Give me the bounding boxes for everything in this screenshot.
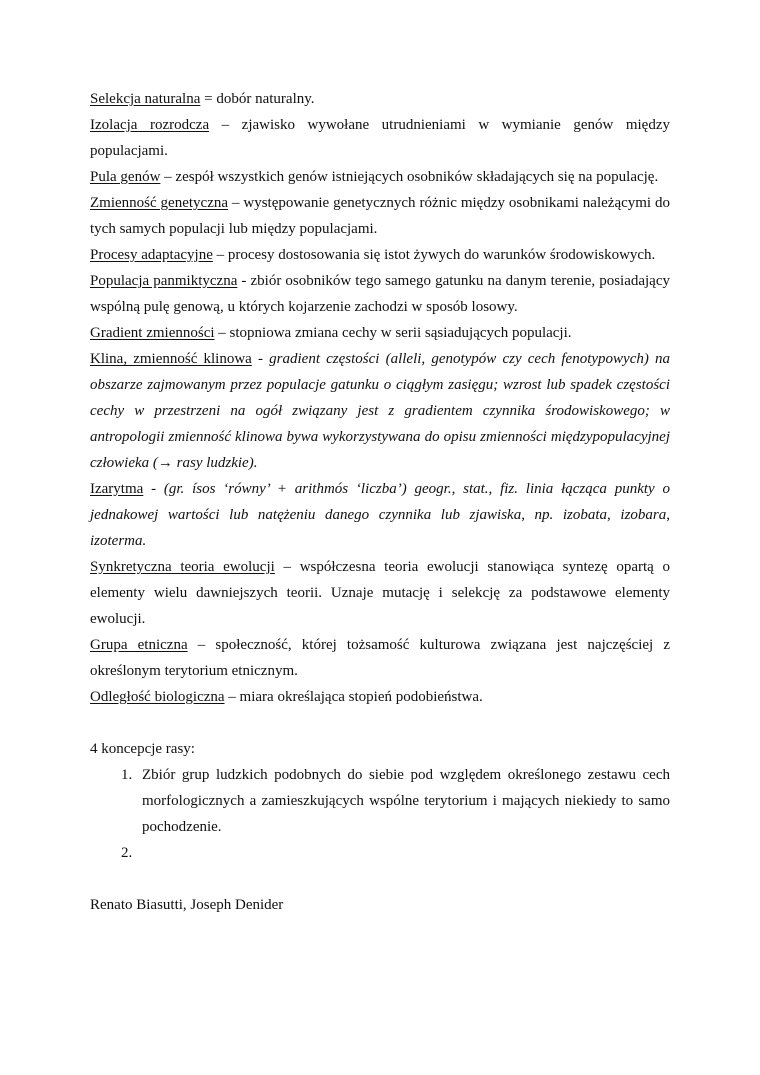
glossary-term: Grupa etniczna — [90, 637, 188, 653]
authors: Renato Biasutti, Joseph Denider — [90, 897, 284, 913]
glossary-definition: procesy dostosowania się istot żywych do warunków środowiskowych. — [227, 247, 656, 263]
glossary-entry — [90, 346, 670, 476]
concept-item: 1. Zbiór grup ludzkich podobnych do siebie pod względem określonego zestawu cech morfologicznych a zamieszkujących wspólne terytorium i mających niekiedy to samo pochodzenie. — [136, 762, 670, 840]
glossary-separator: = — [200, 91, 217, 107]
glossary-entry — [90, 112, 670, 164]
glossary-separator: – — [209, 117, 242, 133]
glossary-term: Gradient zmienności — [90, 325, 215, 341]
glossary-definition: stopniowa zmiana cechy w serii sąsiadujących populacji. — [229, 325, 572, 341]
glossary-definition: gradient częstości (alleli, genotypów czy cech fenotypowych) na obszarze zajmowanym przez populacje gatunku o ciągłym zasięgu; wzrost lub spadek częstości cechy w przestrzeni na ogół związany jest z gradientem czynnika środowiskowego; w antropologii zmienność klinowa bywa wykorzystywana do opisu zmienności międzypopulacyjnej człowieka (→ rasy ludzkie). — [90, 351, 671, 471]
glossary-term: Pula genów — [90, 169, 161, 185]
glossary-term: Selekcja naturalna — [90, 91, 201, 107]
glossary-separator: – — [160, 169, 176, 185]
glossary-separator: - — [251, 351, 270, 367]
document-body — [90, 86, 670, 918]
concepts-heading: 4 koncepcje rasy: — [90, 741, 195, 757]
glossary-definition: miara określająca stopień podobieństwa. — [239, 689, 483, 705]
glossary-entry — [90, 632, 670, 684]
concept-item — [136, 840, 670, 866]
glossary-definition: zjawisko wywołane utrudnieniami w wymianie genów między populacjami. — [90, 117, 671, 159]
glossary-entry — [90, 190, 670, 242]
glossary-term: Zmienność genetyczna — [90, 195, 229, 211]
glossary-entry — [90, 320, 670, 346]
concepts-list — [90, 762, 670, 866]
glossary-term: Izarytma — [90, 481, 144, 497]
glossary-separator: - — [143, 481, 164, 497]
spacer — [90, 866, 670, 892]
glossary-definition: zespół wszystkich genów istniejących osobników składających się na populację. — [175, 169, 659, 185]
glossary-entry — [90, 554, 670, 632]
glossary-separator: – — [228, 195, 244, 211]
glossary-definition: (gr. ísos ‘równy’ + arithmós ‘liczba’) geogr., stat., fiz. linia łącząca punkty o jednakowej wartości lub natężeniu danego czynnika lub zjawiska, np. izobata, izobara, izoterma. — [90, 481, 670, 549]
spacer — [90, 710, 670, 736]
glossary-definition: dobór naturalny. — [216, 91, 315, 107]
glossary — [90, 86, 670, 710]
glossary-separator: - — [237, 273, 251, 289]
glossary-entry — [90, 268, 670, 320]
glossary-term: Synkretyczna teoria ewolucji — [90, 559, 275, 575]
glossary-definition: zbiór osobników tego samego gatunku na danym terenie, posiadający wspólną pulę genową, u których kojarzenie zachodzi w sposób losowy. — [90, 273, 671, 315]
glossary-entry — [90, 476, 670, 554]
glossary-term: Procesy adaptacyjne — [90, 247, 213, 263]
glossary-entry — [90, 164, 670, 190]
glossary-definition: społeczność, której tożsamość kulturowa związana jest najczęściej z określonym terytorium etnicznym. — [90, 637, 671, 679]
glossary-entry — [90, 684, 670, 710]
glossary-definition: występowanie genetycznych różnic między osobnikami należącymi do tych samych populacji lub między populacjami. — [90, 195, 671, 237]
glossary-term: Izolacja rozrodcza — [90, 117, 210, 133]
glossary-separator: – — [212, 247, 228, 263]
glossary-separator: – — [214, 325, 230, 341]
glossary-entry — [90, 86, 670, 112]
glossary-separator: – — [274, 559, 300, 575]
glossary-definition: współczesna teoria ewolucji stanowiąca syntezę opartą o elementy wielu dawniejszych teorii. Uznaje mutację i selekcję za podstawowe elementy ewolucji. — [90, 559, 670, 627]
glossary-term: Populacja panmiktyczna — [90, 273, 238, 289]
glossary-term: Klina, zmienność klinowa — [90, 351, 252, 367]
glossary-separator: – — [187, 637, 216, 653]
glossary-term: Odległość biologiczna — [90, 689, 225, 705]
glossary-separator: – — [224, 689, 240, 705]
glossary-entry — [90, 242, 670, 268]
